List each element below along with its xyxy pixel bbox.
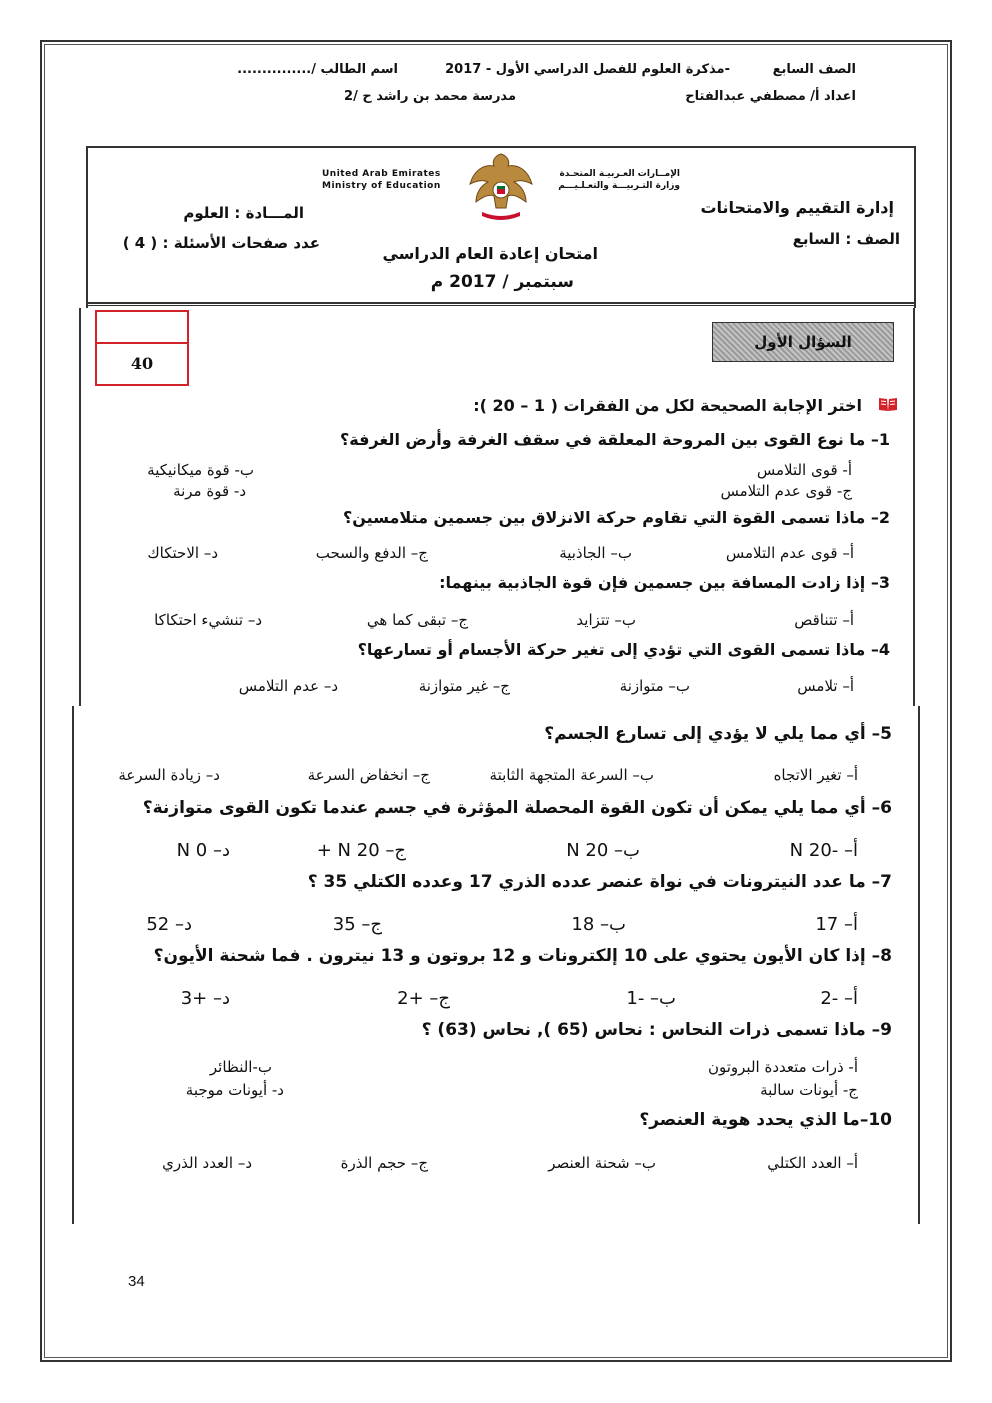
q6-option-b: ب– 20 N [566, 840, 640, 861]
question-6: 6– أي مما يلي يمكن أن تكون القوة المحصلة المؤثرة في جسم عندما تكون القوى متوازنة؟ [142, 798, 892, 818]
question-7: 7– ما عدد النيترونات في نواة عنصر عدده الذري 17 وعدده الكتلي 35 ؟ [307, 872, 892, 892]
question-4: 4– ماذا تسمى القوى التي تؤدي إلى تغير حركة الأجسام أو تسارعها؟ [357, 640, 890, 659]
q2-option-d: د– الاحتكاك [147, 544, 218, 562]
q2-option-a: أ– قوى عدم التلامس [725, 544, 854, 562]
q3-option-d: د– تنشيء احتكاكا [154, 611, 262, 629]
q8-option-a: أ– -2 [820, 988, 858, 1009]
q5-option-c: ج– انخفاض السرعة [307, 766, 430, 784]
q8-option-d: د– +3 [180, 988, 230, 1009]
q7-option-b: ب– 18 [571, 914, 626, 935]
falcon-emblem-icon [466, 150, 536, 222]
question-2: 2– ماذا تسمى القوة التي تقاوم حركة الانزلاق بين جسمين متلامسين؟ [342, 508, 890, 527]
q8-option-b: ب– -1 [626, 988, 676, 1009]
q9-option-c: ج- أيونات سالبة [760, 1081, 858, 1099]
header-school: مدرسة محمد بن راشد ح /2 [344, 89, 516, 104]
q10-option-c: ج– حجم الذرة [340, 1154, 428, 1172]
q9-option-b: ب-النظائر [209, 1058, 272, 1076]
q6-option-c: ج– 20 N + [316, 840, 406, 861]
q4-option-c: ج– غير متوازنة [418, 677, 510, 695]
book-icon [878, 396, 898, 412]
q4-option-d: د– عدم التلامس [238, 677, 338, 695]
q9-option-d: د- أيونات موجبة [185, 1081, 284, 1099]
q1-option-d: د- قوة مرنة [173, 482, 246, 500]
question-5: 5– أي مما يلي لا يؤدي إلى تسارع الجسم؟ [544, 724, 892, 744]
exam-header-rule [86, 302, 916, 306]
q2-option-b: ب– الجاذبية [559, 544, 632, 562]
question-10: 10–ما الذي يحدد هوية العنصر؟ [639, 1110, 892, 1130]
q10-option-d: د– العدد الذري [162, 1154, 252, 1172]
ministry-en-line2: Ministry of Education [322, 181, 441, 191]
q3-option-b: ب– تتزايد [576, 611, 636, 629]
exam-title: امتحان إعادة العام الدراسي [382, 244, 598, 263]
q9-option-a: أ- ذرات متعددة البروتون [707, 1058, 858, 1076]
question-9: 9– ماذا تسمى ذرات النحاس : نحاس (65 ), نحاس (63) ؟ [421, 1020, 892, 1040]
instruction-text: اختر الإجابة الصحيحة لكل من الفقرات ( 1 – 20 ): [473, 396, 862, 415]
ministry-ar-line1: الإمــارات العـربيـة المتحـدة [559, 169, 680, 179]
q7-option-c: ج– 35 [332, 914, 382, 935]
q5-option-b: ب– السرعة المتجهة الثابتة [489, 766, 654, 784]
score-divider [97, 342, 187, 344]
exam-grade: الصف : السابع [792, 230, 900, 248]
q2-option-c: ج– الدفع والسحب [315, 544, 428, 562]
page-number: 34 [128, 1273, 145, 1290]
question-3: 3– إذا زادت المسافة بين جسمين فإن قوة الجاذبية بينهما: [439, 573, 890, 592]
uae-emblem [466, 150, 536, 222]
q1-option-c: ج- قوى عدم التلامس [720, 482, 852, 500]
q5-option-a: أ– تغير الاتجاه [773, 766, 858, 784]
q6-option-a: أ– -20 N [789, 840, 858, 861]
q3-option-a: أ– تتناقص [794, 611, 854, 629]
score-value: 40 [130, 354, 154, 373]
q7-option-a: أ– 17 [815, 914, 858, 935]
question-8: 8– إذا كان الأيون يحتوي على 10 إلكترونات و 12 بروتون و 13 نيترون . فما شحنة الأيون؟ [153, 946, 892, 966]
scan-edge-right-top [913, 308, 915, 706]
q7-option-d: د– 52 [146, 914, 192, 935]
q10-option-b: ب– شحنة العنصر [548, 1154, 656, 1172]
scan-edge-left-top [79, 308, 81, 706]
header-grade: الصف السابع [772, 62, 856, 77]
q10-option-a: أ– العدد الكتلي [767, 1154, 858, 1172]
exam-pages: عدد صفحات الأسئلة : ( 4 ) [122, 234, 320, 252]
scan-edge-left-bottom [72, 706, 74, 1224]
ministry-en [322, 168, 441, 192]
ministry-en-line1: United Arab Emirates [322, 169, 441, 179]
score-box [95, 310, 189, 386]
q1-option-a: أ- قوى التلامس [756, 461, 852, 479]
header-memo-title: -مذكرة العلوم للفصل الدراسي الأول - 2017 [445, 62, 730, 77]
header-student-name: اسم الطالب /............... [237, 62, 398, 77]
header-prepared-by: اعداد أ/ مصطفي عبدالفتاح [685, 89, 856, 104]
ministry-ar-line2: وزارة التـربيـــة والتعـلـيـــم [558, 181, 680, 191]
q5-option-d: د– زيادة السرعة [118, 766, 220, 784]
scan-edge-right-bottom [918, 706, 920, 1224]
q4-option-a: أ– تلامس [797, 677, 854, 695]
q8-option-c: ج– +2 [397, 988, 450, 1009]
question-1: 1– ما نوع القوى بين المروحة المعلقة في سقف الغرفة وأرض الغرفة؟ [339, 430, 890, 449]
ministry-ar [558, 168, 680, 192]
exam-date: سبتمبر / 2017 م [430, 272, 574, 292]
exam-subject: المـــادة : العلوم [183, 204, 304, 222]
q4-option-b: ب– متوازنة [619, 677, 690, 695]
q1-option-b: ب- قوة ميكانيكية [147, 461, 254, 479]
q6-option-d: د– 0 N [176, 840, 230, 861]
exam-department: إدارة التقييم والامتحانات [700, 198, 894, 217]
q3-option-c: ج– تبقى كما هي [366, 611, 468, 629]
section-banner: السؤال الأول [712, 322, 894, 362]
